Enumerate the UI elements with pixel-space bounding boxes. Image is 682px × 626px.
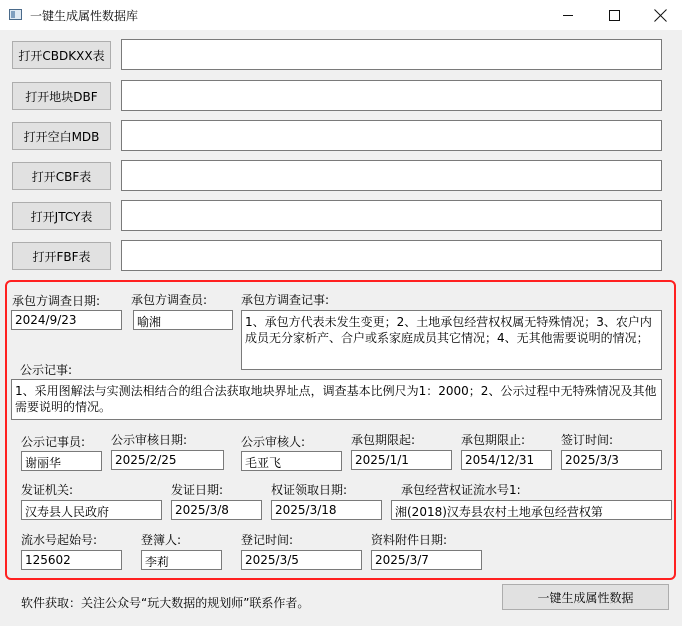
app-window-icon	[9, 9, 22, 20]
registrar-label: 登簿人:	[141, 533, 182, 547]
open-jtcy-button[interactable]: 打开JTCY表	[12, 202, 111, 230]
fbf-path-input[interactable]	[121, 240, 662, 271]
sign-time-field[interactable]: 2025/3/3	[561, 450, 662, 470]
term-start-label: 承包期限起:	[351, 433, 416, 447]
open-cbdkxx-button[interactable]: 打开CBDKXX表	[12, 41, 111, 69]
surveyor-label: 承包方调查员:	[131, 293, 208, 307]
publicity-recorder-field[interactable]: 谢丽华	[21, 451, 102, 471]
generate-database-button[interactable]: 一键生成属性数据	[502, 584, 669, 610]
open-cbf-button[interactable]: 打开CBF表	[12, 162, 111, 190]
maximize-icon	[609, 10, 620, 21]
publicity-reviewer-label: 公示审核人:	[241, 435, 306, 449]
certificate-collect-date-label: 权证领取日期:	[271, 483, 348, 497]
publicity-reviewer-field[interactable]: 毛亚飞	[241, 451, 342, 471]
title-bar	[0, 0, 682, 30]
publicity-recorder-label: 公示记事员:	[21, 435, 86, 449]
registration-time-field[interactable]: 2025/3/5	[241, 550, 362, 570]
issuing-authority-label: 发证机关:	[21, 483, 74, 497]
maximize-button[interactable]	[591, 0, 637, 30]
survey-notes-label: 承包方调查记事:	[241, 293, 330, 307]
open-dkdbf-button[interactable]: 打开地块DBF	[12, 82, 111, 110]
attachment-date-field[interactable]: 2025/3/7	[371, 550, 482, 570]
publicity-review-date-label: 公示审核日期:	[111, 433, 188, 447]
cbdkxx-path-input[interactable]	[121, 39, 662, 70]
term-end-label: 承包期限止:	[461, 433, 526, 447]
publicity-notes-textarea[interactable]: 1、采用图解法与实测法相结合的组合法获取地块界址点，调查基本比例尺为1：2000；2、公示过程中无特殊情况及其他需要说明的情况。	[11, 379, 662, 420]
term-start-field[interactable]: 2025/1/1	[351, 450, 452, 470]
serial-start-field[interactable]: 125602	[21, 550, 122, 570]
term-end-field[interactable]: 2054/12/31	[461, 450, 552, 470]
attachment-date-label: 资料附件日期:	[371, 533, 448, 547]
close-button[interactable]	[637, 0, 682, 30]
certificate-serial-label: 承包经营权证流水号1:	[401, 483, 521, 497]
close-icon	[654, 9, 667, 22]
sign-time-label: 签订时间:	[561, 433, 614, 447]
open-blank-mdb-button[interactable]: 打开空白MDB	[12, 122, 111, 150]
certificate-serial-field[interactable]: 湘(2018)汉寿县农村土地承包经营权第	[391, 500, 672, 520]
issue-date-field[interactable]: 2025/3/8	[171, 500, 262, 520]
survey-date-field[interactable]: 2024/9/23	[11, 310, 122, 330]
dkdbf-path-input[interactable]	[121, 80, 662, 111]
cbf-path-input[interactable]	[121, 160, 662, 191]
registration-time-label: 登记时间:	[241, 533, 294, 547]
window-title: 一键生成属性数据库	[30, 9, 139, 23]
publicity-notes-label: 公示记事:	[20, 363, 73, 377]
minimize-icon	[563, 15, 573, 16]
blank-mdb-path-input[interactable]	[121, 120, 662, 151]
certificate-collect-date-field[interactable]: 2025/3/18	[271, 500, 382, 520]
issue-date-label: 发证日期:	[171, 483, 224, 497]
open-fbf-button[interactable]: 打开FBF表	[12, 242, 111, 270]
issuing-authority-field[interactable]: 汉寿县人民政府	[21, 500, 162, 520]
survey-date-label: 承包方调查日期:	[12, 294, 101, 308]
serial-start-label: 流水号起始号:	[21, 533, 98, 547]
software-info-note: 软件获取：关注公众号“玩大数据的规划师”联系作者。	[21, 596, 310, 610]
publicity-review-date-field[interactable]: 2025/2/25	[111, 450, 224, 470]
survey-notes-textarea[interactable]: 1、承包方代表未发生变更；2、土地承包经营权权属无特殊情况；3、农户内成员无分家析产、合户或系家庭成员其它情况；4、无其他需要说明的情况；	[241, 310, 662, 370]
surveyor-field[interactable]: 喻湘	[133, 310, 233, 330]
registrar-field[interactable]: 李莉	[141, 550, 222, 570]
minimize-button[interactable]	[545, 0, 591, 30]
jtcy-path-input[interactable]	[121, 200, 662, 231]
